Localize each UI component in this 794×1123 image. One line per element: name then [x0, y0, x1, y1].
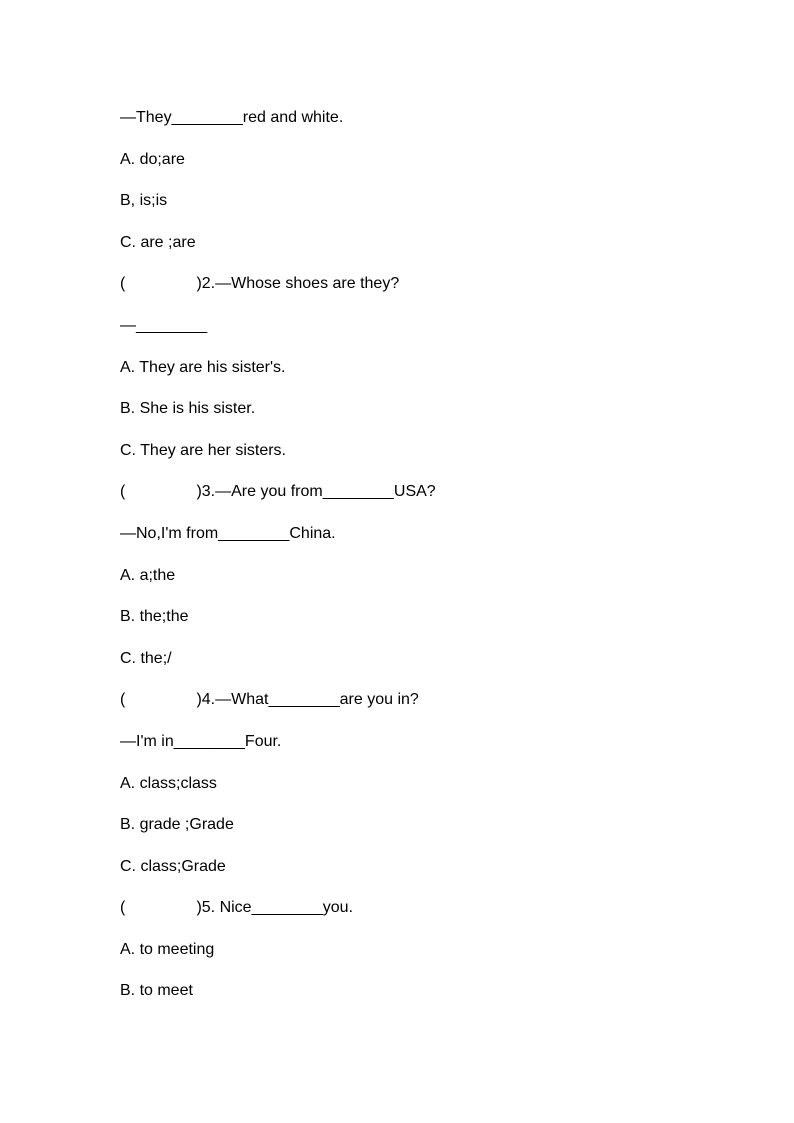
question-4-response: —I'm in________Four.: [120, 732, 282, 750]
question-1-option-a: A. do;are: [120, 150, 185, 168]
question-5-option-a: A. to meeting: [120, 940, 215, 958]
question-1-continuation: —They________red and white.: [120, 109, 344, 126]
question-5-prompt: ( )5. Nice________you.: [120, 899, 354, 917]
question-3-response: —No,I'm from________China.: [120, 524, 336, 542]
question-1-option-c: C. are ;are: [120, 233, 196, 251]
question-4-option-c: C. class;Grade: [120, 857, 226, 875]
question-3-prompt: ( )3.—Are you from________USA?: [120, 483, 436, 501]
question-1-option-b: B, is;is: [120, 192, 168, 210]
question-2-option-c: C. They are her sisters.: [120, 441, 286, 459]
question-4-option-b: B. grade ;Grade: [120, 816, 234, 834]
question-3-option-a: A. a;the: [120, 566, 176, 584]
question-4-prompt: ( )4.—What________are you in?: [120, 691, 419, 709]
question-3-option-b: B. the;the: [120, 608, 189, 626]
question-2-option-a: A. They are his sister's.: [120, 358, 286, 376]
question-2-option-b: B. She is his sister.: [120, 400, 256, 418]
question-5-option-b: B. to meet: [120, 982, 193, 1000]
question-2-response-blank: —________: [120, 316, 208, 334]
question-3-option-c: C. the;/: [120, 649, 172, 667]
question-4-option-a: A. class;class: [120, 774, 217, 792]
question-2-prompt: ( )2.—Whose shoes are they?: [120, 275, 400, 293]
exercise-text: [120, 106, 720, 1021]
